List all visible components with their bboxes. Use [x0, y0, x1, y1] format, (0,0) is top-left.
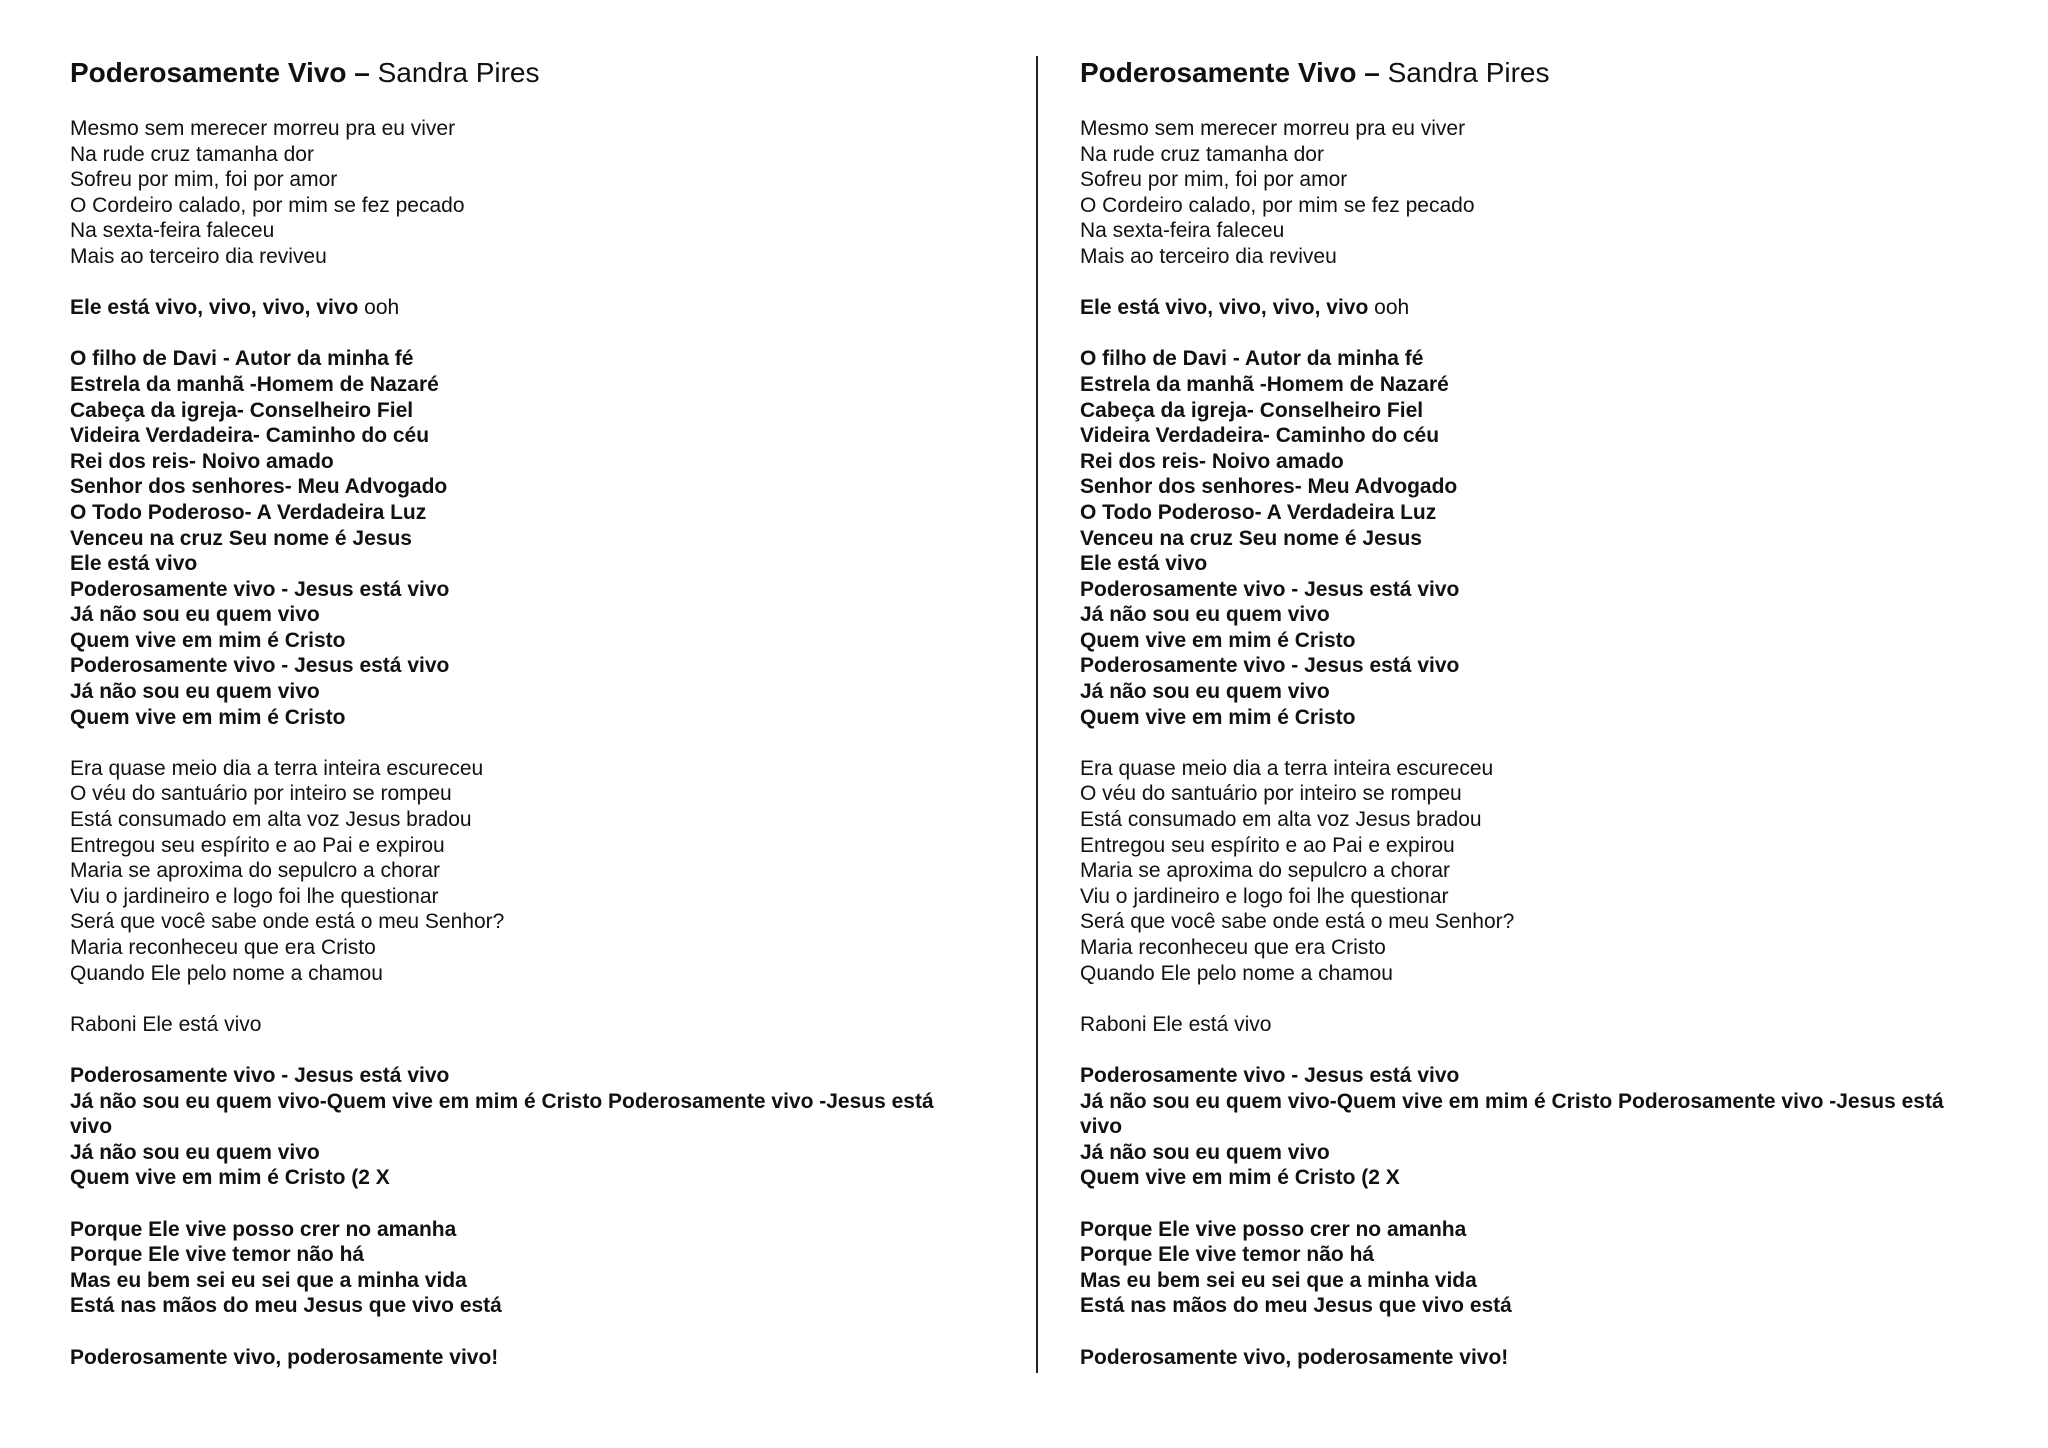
title-separator: – — [346, 57, 378, 88]
lyric-segment: Já não sou eu quem vivo — [70, 680, 320, 704]
stanza — [70, 756, 1030, 986]
lyric-segment: Senhor dos senhores- Meu Advogado — [70, 475, 448, 499]
lyric-line — [1080, 346, 2040, 372]
lyric-line — [1080, 526, 2040, 552]
lyric-line — [70, 1217, 1030, 1243]
lyric-segment: Poderosamente vivo - Jesus está vivo — [1080, 654, 1460, 678]
lyric-line — [70, 1268, 1030, 1294]
lyric-segment: Maria se aproxima do sepulcro a chorar — [70, 859, 441, 883]
lyric-line — [70, 577, 1030, 603]
lyric-line — [1080, 781, 2040, 807]
lyric-segment: Senhor dos senhores- Meu Advogado — [1080, 475, 1458, 499]
lyric-segment: Mas eu bem sei eu sei que a minha vida — [1080, 1268, 1477, 1292]
lyric-segment: Quem vive em mim é Cristo — [1080, 628, 1356, 652]
lyric-segment: Está nas mãos do meu Jesus que vivo está — [70, 1294, 502, 1318]
lyric-line — [1080, 909, 2040, 935]
lyric-line — [70, 1242, 1030, 1268]
lyric-line — [70, 1114, 1030, 1140]
lyric-segment: Já não sou eu quem vivo — [1080, 1140, 1330, 1164]
lyric-line — [1080, 1063, 2040, 1089]
lyric-segment: Quem vive em mim é Cristo — [1080, 705, 1356, 729]
lyric-line — [70, 1012, 1030, 1038]
song-title: Poderosamente Vivo — [70, 57, 347, 88]
lyric-segment: Poderosamente vivo - Jesus está vivo — [70, 577, 450, 601]
artist-name: Sandra Pires — [377, 57, 540, 88]
lyric-line — [1080, 653, 2040, 679]
lyric-line — [1080, 423, 2040, 449]
lyric-line — [70, 1140, 1030, 1166]
lyric-line — [70, 372, 1030, 398]
lyric-segment: Raboni Ele está vivo — [1080, 1012, 1272, 1036]
song-title-heading — [70, 54, 1030, 92]
lyric-segment: Viu o jardineiro e logo foi lhe questionar — [1080, 884, 1449, 908]
lyric-line — [1080, 218, 2040, 244]
lyric-segment: Mas eu bem sei eu sei que a minha vida — [70, 1268, 467, 1292]
lyric-line — [1080, 935, 2040, 961]
lyric-line — [1080, 372, 2040, 398]
lyric-line — [70, 116, 1030, 142]
lyric-segment: Poderosamente vivo - Jesus está vivo — [1080, 1063, 1460, 1087]
lyric-segment: Videira Verdadeira- Caminho do céu — [1080, 424, 1440, 448]
lyric-segment: Já não sou eu quem vivo — [1080, 680, 1330, 704]
lyric-line — [70, 756, 1030, 782]
lyric-segment: Na sexta-feira faleceu — [1080, 219, 1285, 243]
lyric-segment: O véu do santuário por inteiro se rompeu — [70, 782, 452, 806]
lyrics-body — [70, 116, 1030, 1370]
lyric-segment: Na sexta-feira faleceu — [70, 219, 275, 243]
lyric-line — [1080, 1345, 2040, 1371]
lyric-line — [70, 218, 1030, 244]
lyric-segment: Estrela da manhã -Homem de Nazaré — [1080, 372, 1449, 396]
lyric-line — [70, 167, 1030, 193]
lyric-segment: Poderosamente vivo - Jesus está vivo — [70, 1063, 450, 1087]
lyric-segment: Cabeça da igreja- Conselheiro Fiel — [1080, 398, 1424, 422]
lyric-line — [1080, 602, 2040, 628]
lyric-line — [1080, 1012, 2040, 1038]
lyric-line — [70, 474, 1030, 500]
lyric-segment: Era quase meio dia a terra inteira escureceu — [1080, 756, 1494, 780]
song-title: Poderosamente Vivo — [1080, 57, 1357, 88]
lyric-segment: Poderosamente vivo - Jesus está vivo — [1080, 577, 1460, 601]
lyric-segment: Já não sou eu quem vivo — [70, 1140, 320, 1164]
lyric-line — [1080, 295, 2040, 321]
lyric-segment: Mais ao terceiro dia reviveu — [70, 244, 327, 268]
stanza — [70, 1063, 1030, 1191]
lyric-segment: Já não sou eu quem vivo-Quem vive em mim é Cristo Poderosamente vivo -Jesus está — [1080, 1089, 1944, 1113]
lyric-segment: Viu o jardineiro e logo foi lhe questionar — [70, 884, 439, 908]
lyric-segment: Poderosamente vivo, poderosamente vivo! — [70, 1345, 499, 1369]
lyric-segment: Já não sou eu quem vivo-Quem vive em mim é Cristo Poderosamente vivo -Jesus está — [70, 1089, 934, 1113]
lyric-segment: Quem vive em mim é Cristo — [70, 705, 346, 729]
lyric-line — [1080, 449, 2040, 475]
lyric-segment: Na rude cruz tamanha dor — [70, 142, 314, 166]
lyric-segment: Quando Ele pelo nome a chamou — [1080, 961, 1393, 985]
lyric-segment: Está consumado em alta voz Jesus bradou — [70, 808, 472, 832]
stanza — [70, 295, 1030, 321]
lyric-line — [1080, 1165, 2040, 1191]
lyric-line — [70, 551, 1030, 577]
lyric-line — [1080, 807, 2040, 833]
lyric-line — [1080, 398, 2040, 424]
lyric-segment: Venceu na cruz Seu nome é Jesus — [1080, 526, 1422, 550]
lyric-segment: Maria reconheceu que era Cristo — [70, 936, 376, 959]
stanza — [1080, 1012, 2040, 1038]
lyric-segment: Quem vive em mim é Cristo — [70, 628, 346, 652]
lyric-segment: Raboni Ele está vivo — [70, 1012, 262, 1036]
lyric-segment: Está nas mãos do meu Jesus que vivo está — [1080, 1294, 1512, 1318]
lyric-line — [70, 449, 1030, 475]
lyric-segment: Videira Verdadeira- Caminho do céu — [70, 424, 430, 448]
stanza — [1080, 1217, 2040, 1319]
title-separator: – — [1356, 57, 1388, 88]
lyric-line — [70, 1293, 1030, 1319]
lyric-segment: ooh — [358, 296, 400, 320]
lyric-segment: Ele está vivo, vivo, vivo, vivo — [1080, 296, 1369, 320]
stanza — [1080, 1063, 2040, 1191]
lyric-segment: Quem vive em mim é Cristo (2 X — [1080, 1166, 1400, 1190]
lyric-segment: O véu do santuário por inteiro se rompeu — [1080, 782, 1462, 806]
lyric-line — [1080, 1089, 2040, 1115]
lyric-line — [70, 244, 1030, 270]
lyric-line — [1080, 679, 2040, 705]
lyric-segment: Estrela da manhã -Homem de Nazaré — [70, 372, 439, 396]
lyric-line — [1080, 1140, 2040, 1166]
lyric-line — [1080, 142, 2040, 168]
lyric-line — [1080, 167, 2040, 193]
lyric-line — [1080, 1242, 2040, 1268]
lyric-segment: ooh — [1368, 296, 1410, 320]
lyric-line — [70, 1165, 1030, 1191]
lyric-line — [1080, 884, 2040, 910]
lyric-line — [1080, 244, 2040, 270]
stanza — [1080, 346, 2040, 730]
lyric-line — [1080, 756, 2040, 782]
column-divider — [1036, 56, 1038, 1373]
lyric-segment: Ele está vivo, vivo, vivo, vivo — [70, 296, 359, 320]
lyric-segment: Rei dos reis- Noivo amado — [1080, 449, 1344, 473]
lyric-segment: Porque Ele vive temor não há — [1080, 1243, 1375, 1267]
lyric-line — [70, 679, 1030, 705]
lyric-line — [70, 833, 1030, 859]
lyric-segment: Porque Ele vive temor não há — [70, 1243, 365, 1267]
lyric-line — [70, 807, 1030, 833]
stanza — [1080, 295, 2040, 321]
lyric-line — [70, 628, 1030, 654]
lyric-segment: Rei dos reis- Noivo amado — [70, 449, 334, 473]
lyric-segment: Mesmo sem merecer morreu pra eu viver — [70, 117, 456, 140]
lyric-segment: Era quase meio dia a terra inteira escureceu — [70, 756, 484, 780]
lyric-segment: Maria reconheceu que era Cristo — [1080, 936, 1386, 959]
lyric-line — [1080, 1217, 2040, 1243]
lyric-line — [70, 500, 1030, 526]
lyric-line — [70, 781, 1030, 807]
lyric-line — [70, 1345, 1030, 1371]
lyric-segment: Venceu na cruz Seu nome é Jesus — [70, 526, 412, 550]
lyric-segment: Maria se aproxima do sepulcro a chorar — [1080, 859, 1451, 883]
lyric-line — [70, 423, 1030, 449]
stanza — [1080, 756, 2040, 986]
lyric-segment: Ele está vivo — [1080, 552, 1208, 576]
lyric-segment: Já não sou eu quem vivo — [70, 603, 320, 627]
lyric-segment: O filho de Davi - Autor da minha fé — [70, 347, 414, 371]
lyric-line — [70, 653, 1030, 679]
lyric-segment: Mais ao terceiro dia reviveu — [1080, 244, 1337, 268]
lyric-segment: Poderosamente vivo - Jesus está vivo — [70, 654, 450, 678]
lyric-segment: Será que você sabe onde está o meu Senhor? — [70, 910, 505, 934]
stanza — [70, 1217, 1030, 1319]
lyric-line — [1080, 474, 2040, 500]
lyric-line — [1080, 705, 2040, 731]
lyric-segment: O Todo Poderoso- A Verdadeira Luz — [70, 500, 427, 524]
lyric-line — [70, 193, 1030, 219]
lyric-segment: Será que você sabe onde está o meu Senhor? — [1080, 910, 1515, 934]
lyric-segment: vivo — [1080, 1115, 1123, 1139]
lyric-line — [70, 526, 1030, 552]
lyric-segment: Entregou seu espírito e ao Pai e expirou — [1080, 833, 1455, 857]
lyric-line — [1080, 116, 2040, 142]
stanza — [70, 346, 1030, 730]
lyric-line — [70, 398, 1030, 424]
lyric-segment: Cabeça da igreja- Conselheiro Fiel — [70, 398, 414, 422]
lyric-segment: Porque Ele vive posso crer no amanha — [1080, 1217, 1467, 1241]
lyric-line — [1080, 500, 2040, 526]
lyric-segment: Sofreu por mim, foi por amor — [1080, 168, 1348, 192]
lyrics-column-right — [1080, 54, 2040, 1396]
lyric-segment: Sofreu por mim, foi por amor — [70, 168, 338, 192]
stanza — [1080, 1345, 2040, 1371]
lyric-line — [70, 705, 1030, 731]
lyric-line — [70, 858, 1030, 884]
lyric-line — [1080, 628, 2040, 654]
lyric-line — [70, 142, 1030, 168]
lyric-segment: Ele está vivo — [70, 552, 198, 576]
lyric-line — [1080, 551, 2040, 577]
lyric-line — [70, 1089, 1030, 1115]
lyric-segment: O Todo Poderoso- A Verdadeira Luz — [1080, 500, 1437, 524]
lyric-line — [1080, 961, 2040, 987]
lyric-line — [70, 961, 1030, 987]
lyric-line — [1080, 1268, 2040, 1294]
lyric-segment: Porque Ele vive posso crer no amanha — [70, 1217, 457, 1241]
lyric-segment: Na rude cruz tamanha dor — [1080, 142, 1324, 166]
lyric-line — [1080, 858, 2040, 884]
lyric-line — [70, 602, 1030, 628]
lyric-line — [1080, 1114, 2040, 1140]
lyric-segment: vivo — [70, 1115, 113, 1139]
lyric-line — [70, 346, 1030, 372]
lyric-segment: Quem vive em mim é Cristo (2 X — [70, 1166, 390, 1190]
lyric-line — [70, 935, 1030, 961]
lyric-line — [1080, 1293, 2040, 1319]
lyric-segment: Poderosamente vivo, poderosamente vivo! — [1080, 1345, 1509, 1369]
lyric-segment: Mesmo sem merecer morreu pra eu viver — [1080, 117, 1466, 140]
lyric-segment: Já não sou eu quem vivo — [1080, 603, 1330, 627]
lyric-segment: Está consumado em alta voz Jesus bradou — [1080, 808, 1482, 832]
lyric-segment: Entregou seu espírito e ao Pai e expirou — [70, 833, 445, 857]
lyric-line — [70, 1063, 1030, 1089]
stanza — [1080, 116, 2040, 270]
lyric-line — [1080, 577, 2040, 603]
lyric-line — [70, 909, 1030, 935]
lyrics-body — [1080, 116, 2040, 1370]
lyric-line — [1080, 193, 2040, 219]
lyric-line — [70, 295, 1030, 321]
lyric-segment: O Cordeiro calado, por mim se fez pecado — [70, 193, 465, 217]
lyric-segment: O filho de Davi - Autor da minha fé — [1080, 347, 1424, 371]
lyric-line — [1080, 833, 2040, 859]
stanza — [70, 116, 1030, 270]
song-title-heading — [1080, 54, 2040, 92]
artist-name: Sandra Pires — [1387, 57, 1550, 88]
lyric-segment: Quando Ele pelo nome a chamou — [70, 961, 383, 985]
lyric-line — [70, 884, 1030, 910]
lyrics-column-left — [70, 54, 1030, 1396]
stanza — [70, 1012, 1030, 1038]
lyric-segment: O Cordeiro calado, por mim se fez pecado — [1080, 193, 1475, 217]
stanza — [70, 1345, 1030, 1371]
